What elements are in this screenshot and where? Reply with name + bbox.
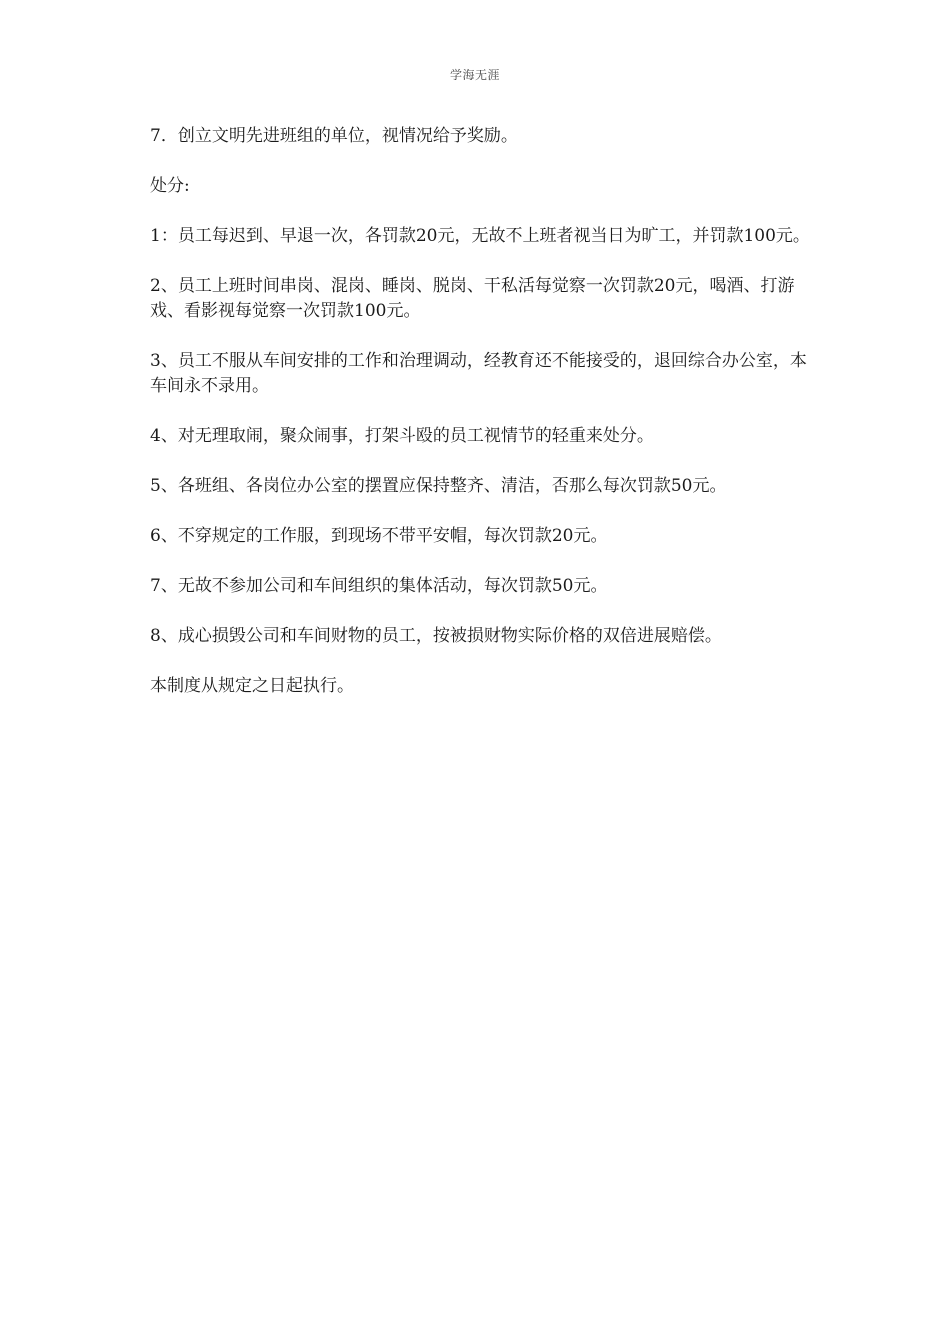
paragraph-penalty-7: 7、无故不参加公司和车间组织的集体活动，每次罚款50元。 xyxy=(150,576,608,596)
paragraph-penalty-4: 4、对无理取闹，聚众闹事，打架斗殴的员工视情节的轻重来处分。 xyxy=(150,426,654,446)
paragraph-penalty-6: 6、不穿规定的工作服，到现场不带平安帽，每次罚款20元。 xyxy=(150,526,608,546)
paragraph-penalty-1: 1：员工每迟到、早退一次，各罚款20元，无故不上班者视当日为旷工，并罚款100元。 xyxy=(150,226,810,246)
paragraph-penalty-heading: 处分: xyxy=(150,176,190,196)
paragraph-reward-7: 7．创立文明先进班组的单位，视情况给予奖励。 xyxy=(150,126,518,146)
paragraph-penalty-5: 5、各班组、各岗位办公室的摆置应保持整齐、清洁，否那么每次罚款50元。 xyxy=(150,476,727,496)
paragraph-penalty-8: 8、成心损毁公司和车间财物的员工，按被损财物实际价格的双倍进展赔偿。 xyxy=(150,626,722,646)
paragraph-penalty-3: 3、员工不服从车间安排的工作和治理调动，经教育还不能接受的，退回综合办公室，本车间永不录用。 xyxy=(150,351,807,396)
document-body xyxy=(150,124,810,724)
paragraph-penalty-2: 2、员工上班时间串岗、混岗、睡岗、脱岗、干私活每觉察一次罚款20元，喝酒、打游戏、看影视每觉察一次罚款100元。 xyxy=(150,276,795,321)
page-header: 学海无涯 xyxy=(449,68,500,82)
paragraph-effective-date: 本制度从规定之日起执行。 xyxy=(150,676,354,696)
